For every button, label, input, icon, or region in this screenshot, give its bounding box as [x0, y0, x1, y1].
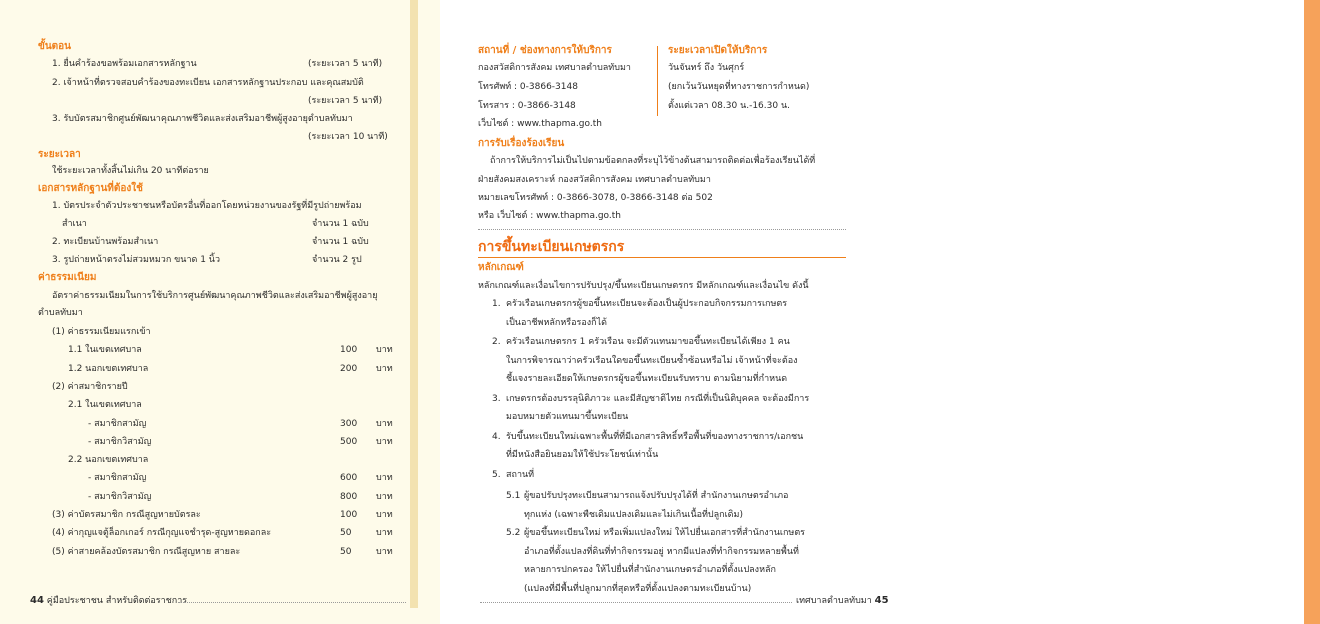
- fee-row-unit: บาท: [376, 510, 393, 520]
- sub-criteria-line: ผู้ขอขึ้นทะเบียนใหม่ หรือเพิ่มแปลงใหม่ ให้ไปยื่นเอกสารที่สำนักงานเกษตร: [524, 528, 806, 538]
- fee-row-unit: บาท: [376, 437, 393, 447]
- criteria-line: รับขึ้นทะเบียนใหม่เฉพาะพื้นที่ที่มีเอกสารสิทธิ์หรือพื้นที่ของทางราชการ/เอกชน: [506, 432, 804, 442]
- farmer-title-underline: [478, 257, 846, 258]
- fee-row-label: - สมาชิกสามัญ: [88, 473, 147, 483]
- fee-row-label: 1.2 นอกเขตเทศบาล: [68, 364, 149, 374]
- fee-row-label: 2.2 นอกเขตเทศบาล: [68, 455, 149, 465]
- step-2: 2. เจ้าหน้าที่ตรวจสอบคำร้องของทะเบียน เอกสารหลักฐานประกอบ และคุณสมบัติ: [52, 78, 364, 88]
- criteria-number: 5.: [492, 470, 501, 480]
- criteria-line: เกษตรกรต้องบรรลุนิติภาวะ และมีสัญชาติไทย กรณีที่เป็นนิติบุคคล จะต้องมีการ: [506, 394, 810, 404]
- document-1-cont: สำเนา: [62, 219, 87, 229]
- fee-row-label: (2) ค่าสมาชิกรายปี: [52, 382, 128, 392]
- complaint-heading: การรับเรื่องร้องเรียน: [478, 138, 565, 149]
- fee-row-label: (5) ค่าสายคล้องบัตรสมาชิก กรณีสูญหาย สายละ: [52, 547, 241, 557]
- left-page-stripe: [410, 0, 418, 608]
- left-footer-rule: [178, 602, 406, 603]
- step-1: 1. ยื่นคำร้องขอพร้อมเอกสารหลักฐาน: [52, 59, 197, 69]
- fee-row-label: 2.1 ในเขตเทศบาล: [68, 400, 142, 410]
- fees-heading: ค่าธรรมเนียม: [38, 272, 97, 283]
- document-1-qty: จำนวน 1 ฉบับ: [312, 219, 369, 229]
- fee-row-amount: 500: [340, 437, 358, 447]
- hours-line-3: ตั้งแต่เวลา 08.30 น.-16.30 น.: [668, 101, 790, 111]
- criteria-line: เป็นอาชีพหลักหรือรองก็ได้: [506, 318, 607, 328]
- step-2-time: (ระยะเวลา 5 นาที): [308, 96, 383, 106]
- fee-row-unit: บาท: [376, 419, 393, 429]
- sub-criteria-line: ผู้ขอปรับปรุงทะเบียนสามารถแจ้งปรับปรุงได้ที่ สำนักงานเกษตรอำเภอ: [524, 491, 789, 501]
- criteria-number: 3.: [492, 394, 501, 404]
- fee-row-label: 1.1 ในเขตเทศบาล: [68, 345, 142, 355]
- right-page-number: 45: [874, 595, 889, 606]
- duration-text: ใช้ระยะเวลาทั้งสิ้นไม่เกิน 20 นาทีต่อราย: [52, 166, 209, 176]
- fee-row-amount: 300: [340, 419, 358, 429]
- criteria-number: 4.: [492, 432, 501, 442]
- fee-row-unit: บาท: [376, 364, 393, 374]
- fee-row-amount: 800: [340, 492, 358, 502]
- fee-row-unit: บาท: [376, 345, 393, 355]
- criteria-line: ที่มีหนังสือยินยอมให้ใช้ประโยชน์เท่านั้น: [506, 450, 659, 460]
- documents-heading: เอกสารหลักฐานที่ต้องใช้: [38, 183, 143, 194]
- right-page: [440, 0, 889, 624]
- fee-row-amount: 50: [340, 528, 352, 538]
- column-divider: [657, 46, 658, 116]
- criteria-line: สถานที่: [506, 470, 535, 480]
- step-3: 3. รับบัตรสมาชิกศูนย์พัฒนาคุณภาพชีวิตและส่งเสริมอาชีพผู้สูงอายุตำบลทับมา: [52, 114, 353, 124]
- criteria-intro: หลักเกณฑ์และเงื่อนไขการปรับปรุง/ขึ้นทะเบียนเกษตรกร มีหลักเกณฑ์และเงื่อนไข ดังนี้: [478, 281, 809, 291]
- criteria-line: ครัวเรือนเกษตรกรผู้ขอขึ้นทะเบียนจะต้องเป็นผู้ประกอบกิจกรรมการเกษตร: [506, 299, 788, 309]
- document-3: 3. รูปถ่ายหน้าตรงไม่สวมหมวก ขนาด 1 นิ้ว: [52, 255, 221, 265]
- fee-row-unit: บาท: [376, 528, 393, 538]
- fee-row-label: - สมาชิกวิสามัญ: [88, 492, 152, 502]
- sub-criteria-line: หลายการปกครอง ให้ไปยื่นที่สำนักงานเกษตรอำเภอที่ตั้งแปลงหลัก: [524, 565, 776, 575]
- hours-heading: ระยะเวลาเปิดให้บริการ: [668, 45, 768, 56]
- criteria-line: ครัวเรือนเกษตรกร 1 ครัวเรือน จะมีตัวแทนมาขอขึ้นทะเบียนได้เพียง 1 คน: [506, 337, 790, 347]
- document-1: 1. บัตรประจำตัวประชาชนหรือบัตรอื่นที่ออกโดยหน่วยงานของรัฐที่มีรูปถ่ายพร้อม: [52, 201, 362, 211]
- sub-criteria-line: อำเภอที่ตั้งแปลงที่ดินที่ทำกิจกรรมอยู่ หากมีแปลงที่ทำกิจกรรมหลายพื้นที่: [524, 547, 799, 557]
- left-page-number: 44: [30, 595, 44, 606]
- complaint-line-3: หมายเลขโทรศัพท์ : 0-3866-3078, 0-3866-3148 ต่อ 502: [478, 193, 713, 203]
- place-line-1: กองสวัสดิการสังคม เทศบาลตำบลทับมา: [478, 63, 631, 73]
- step-3-time: (ระยะเวลา 10 นาที): [308, 132, 388, 142]
- sub-criteria-number: 5.1: [506, 491, 521, 501]
- fees-intro-cont: ตำบลทับมา: [38, 308, 83, 318]
- document-2-qty: จำนวน 1 ฉบับ: [312, 237, 369, 247]
- fee-row-label: - สมาชิกสามัญ: [88, 419, 147, 429]
- hours-line-2: (ยกเว้นวันหยุดที่ทางราชการกำหนด): [668, 82, 810, 92]
- document-2: 2. ทะเบียนบ้านพร้อมสำเนา: [52, 237, 159, 247]
- criteria-line: ชี้แจงรายละเอียดให้เกษตรกรผู้ขอขึ้นทะเบียนรับทราบ ตามนิยามที่กำหนด: [506, 374, 788, 384]
- place-line-3: โทรสาร : 0-3866-3148: [478, 101, 576, 111]
- criteria-number: 1.: [492, 299, 501, 309]
- right-footer: [796, 595, 889, 607]
- farmer-title: การขึ้นทะเบียนเกษตรกร: [478, 239, 625, 255]
- criteria-heading: หลักเกณฑ์: [478, 262, 524, 273]
- criteria-line: มอบหมายตัวแทนมาขึ้นทะเบียน: [506, 412, 629, 422]
- right-footer-rule: [480, 602, 792, 603]
- fee-row-label: (1) ค่าธรรมเนียมแรกเข้า: [52, 327, 151, 337]
- section-divider: [478, 229, 846, 230]
- sub-criteria-number: 5.2: [506, 528, 521, 538]
- left-footer-text: คู่มือประชาชน สำหรับติดต่อราชการ: [46, 596, 188, 606]
- fee-row-amount: 50: [340, 547, 352, 557]
- sub-criteria-line: (แปลงที่มีพื้นที่ปลูกมากที่สุดหรือที่ตั้งแปลงตามทะเบียนบ้าน): [524, 584, 752, 594]
- criteria-number: 2.: [492, 337, 501, 347]
- fee-row-amount: 600: [340, 473, 358, 483]
- fee-row-amount: 100: [340, 345, 358, 355]
- fees-intro: อัตราค่าธรรมเนียมในการใช้บริการศูนย์พัฒนาคุณภาพชีวิตและส่งเสริมอาชีพผู้สูงอายุ: [52, 291, 378, 301]
- place-line-4: เว็บไซต์ : www.thapma.go.th: [478, 119, 602, 129]
- fee-row-amount: 100: [340, 510, 358, 520]
- fee-row-unit: บาท: [376, 547, 393, 557]
- duration-heading: ระยะเวลา: [38, 149, 81, 160]
- steps-heading: ขั้นตอน: [38, 41, 72, 52]
- left-footer: [30, 595, 187, 607]
- fee-row-amount: 200: [340, 364, 358, 374]
- fee-row-unit: บาท: [376, 492, 393, 502]
- place-heading: สถานที่ / ช่องทางการให้บริการ: [478, 45, 612, 56]
- document-3-qty: จำนวน 2 รูป: [312, 255, 362, 265]
- right-page-stripe: [1304, 0, 1320, 624]
- complaint-line-2: ฝ่ายสังคมสงเคราะห์ กองสวัสดิการสังคม เทศบาลตำบลทับมา: [478, 175, 711, 185]
- right-footer-text: เทศบาลตำบลทับมา: [796, 596, 872, 606]
- fee-row-label: (4) ค่ากุญแจตู้ล็อกเกอร์ กรณีกุญแจชำรุด-สูญหายดอกละ: [52, 528, 272, 538]
- complaint-line-4: หรือ เว็บไซต์ : www.thapma.go.th: [478, 211, 621, 221]
- left-page: [0, 0, 440, 624]
- place-line-2: โทรศัพท์ : 0-3866-3148: [478, 82, 578, 92]
- criteria-line: ในการพิจารณาว่าครัวเรือนใดขอขึ้นทะเบียนซ้ำซ้อนหรือไม่ เจ้าหน้าที่จะต้อง: [506, 356, 798, 366]
- complaint-line-1: ถ้าการให้บริการไม่เป็นไปตามข้อตกลงที่ระบุไว้ข้างต้นสามารถติดต่อเพื่อร้องเรียนได้ที่: [490, 156, 816, 166]
- sub-criteria-line: ทุกแห่ง (เฉพาะพืชเดิมแปลงเดิมและไม่เกินเนื้อที่ปลูกเดิม): [524, 510, 743, 520]
- step-1-time: (ระยะเวลา 5 นาที): [308, 59, 383, 69]
- fee-row-unit: บาท: [376, 473, 393, 483]
- hours-line-1: วันจันทร์ ถึง วันศุกร์: [668, 63, 745, 73]
- fee-row-label: (3) ค่าบัตรสมาชิก กรณีสูญหายบัตรละ: [52, 510, 201, 520]
- fee-row-label: - สมาชิกวิสามัญ: [88, 437, 152, 447]
